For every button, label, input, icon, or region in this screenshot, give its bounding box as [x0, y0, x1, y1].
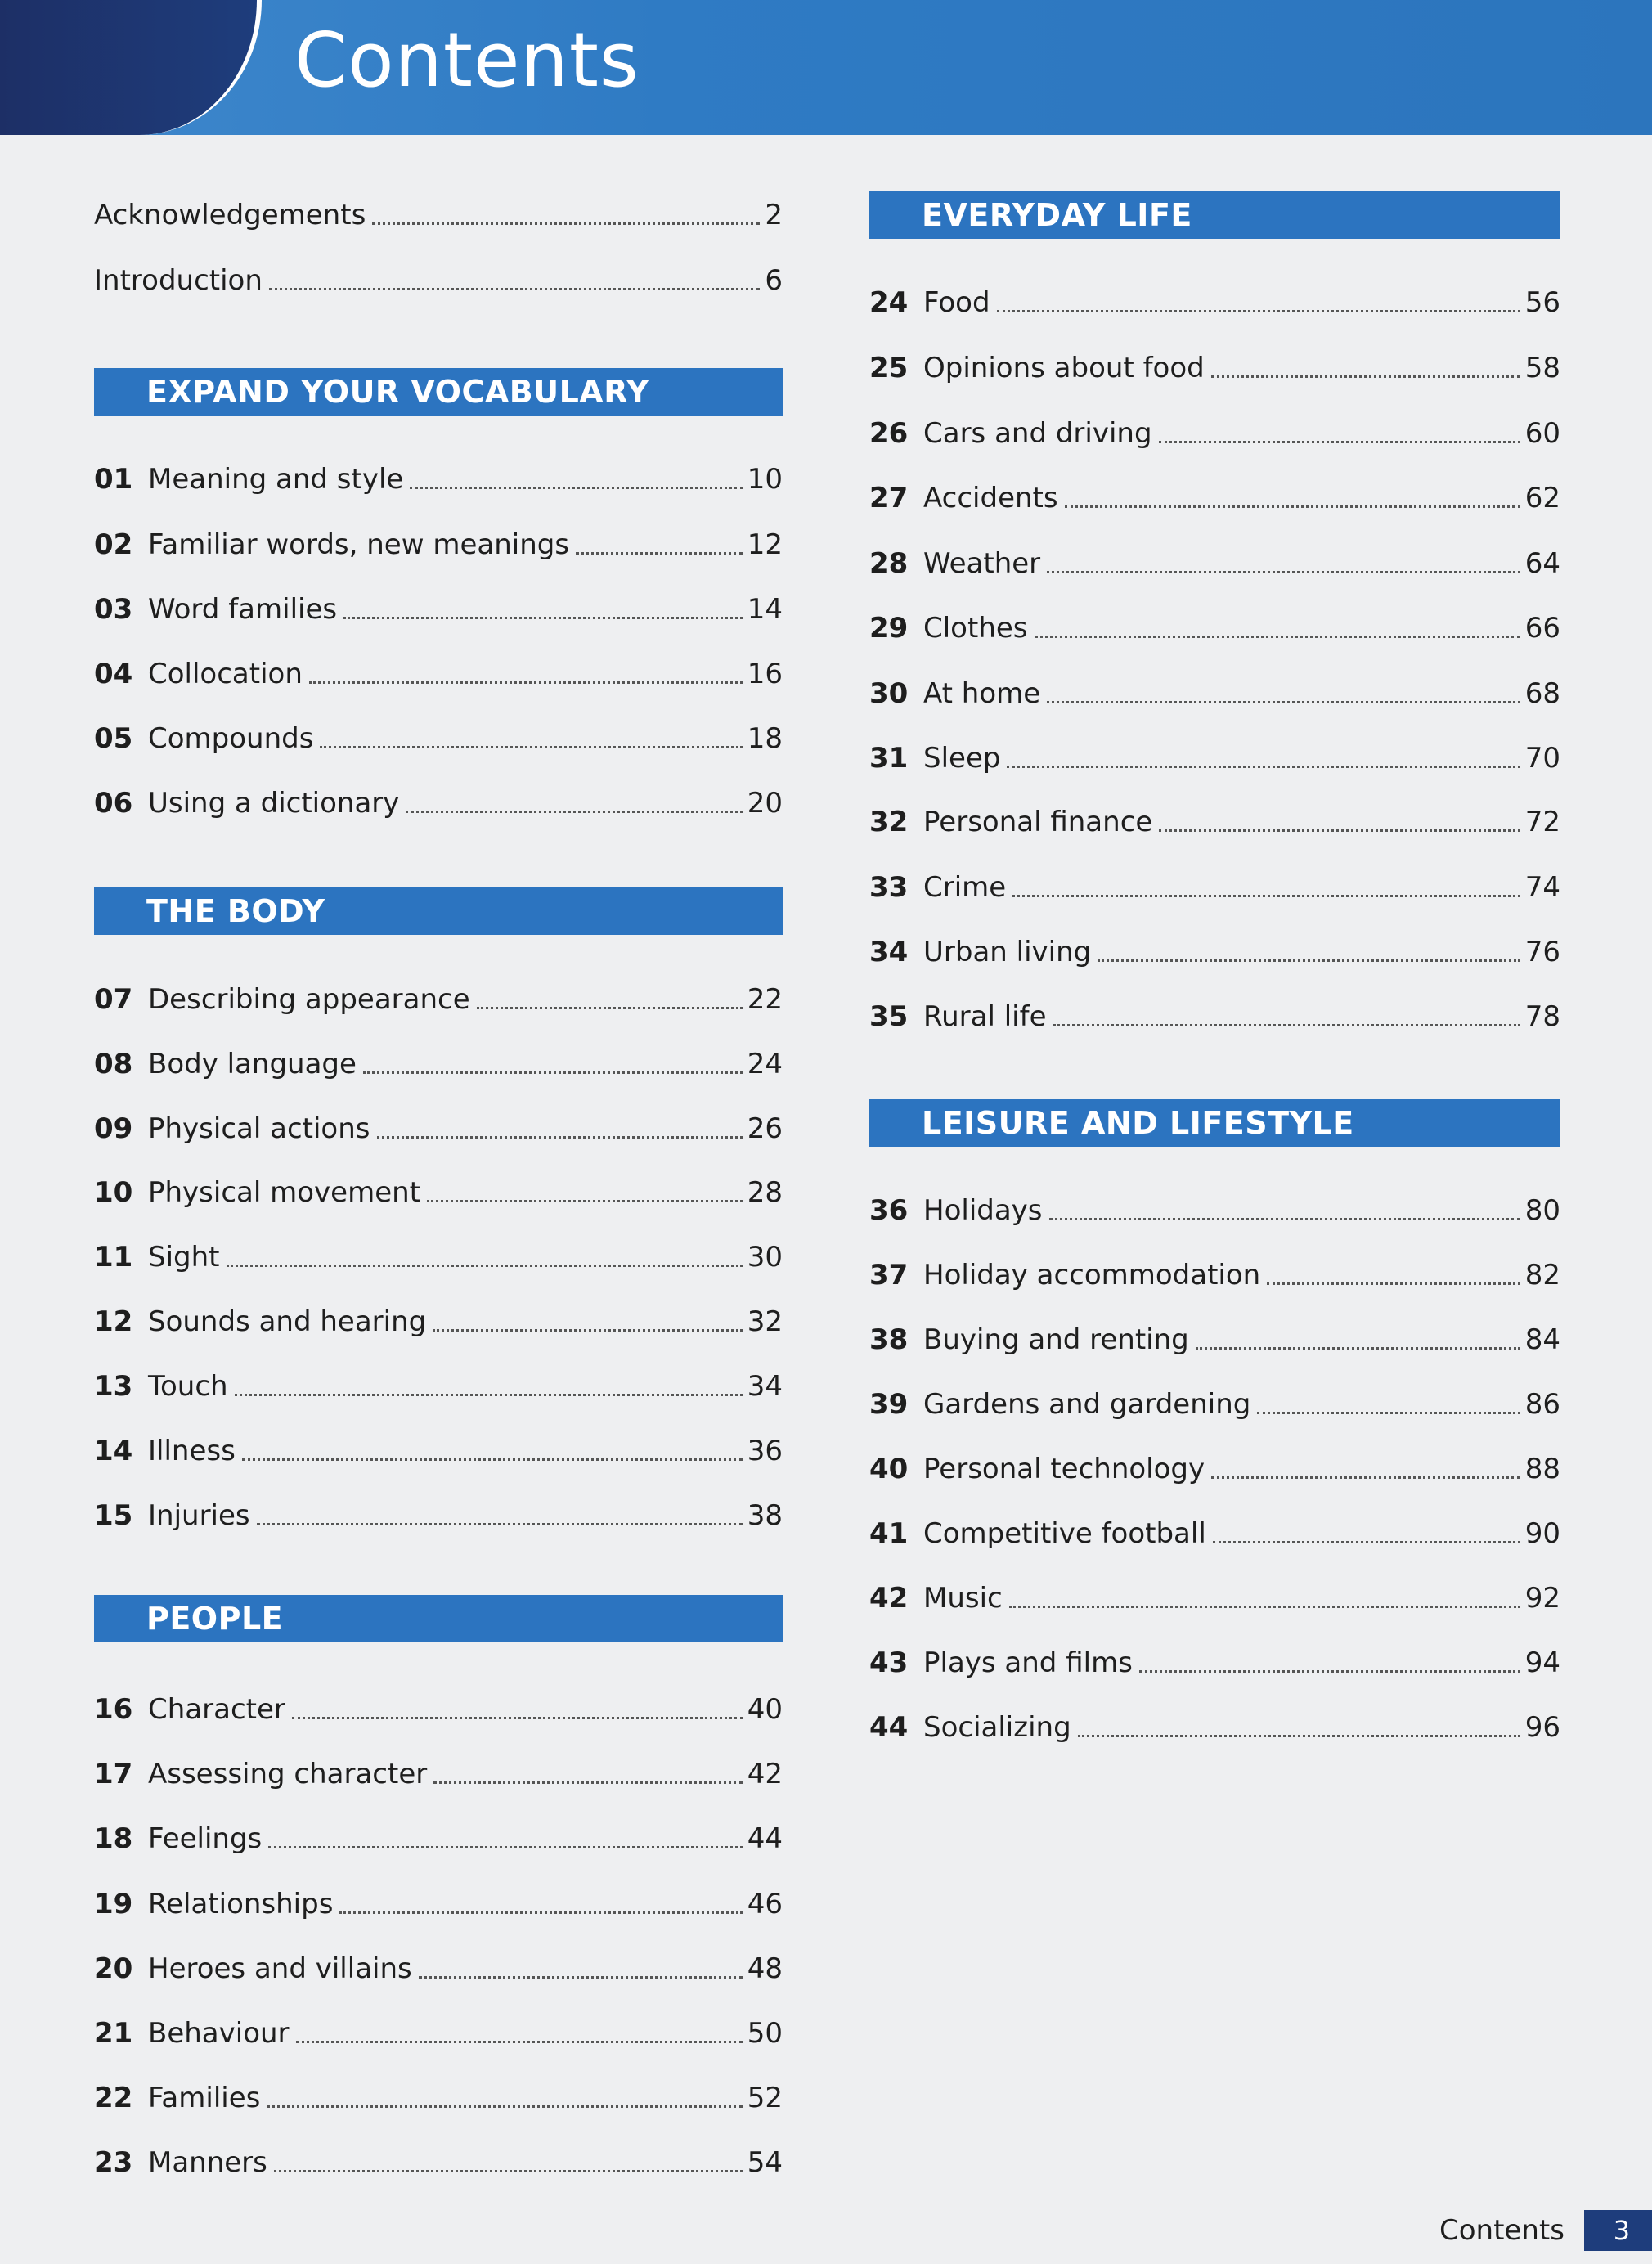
- entry-page: 56: [1524, 286, 1560, 319]
- entry-page: 40: [747, 1693, 783, 1726]
- entry-title: Cars and driving: [923, 417, 1152, 450]
- entry-title: Opinions about food: [923, 352, 1205, 384]
- dot-leader: [1053, 1023, 1520, 1026]
- toc-entry-acknowledgements[interactable]: [94, 191, 783, 231]
- unit-number: 06: [94, 787, 133, 820]
- toc-entry[interactable]: [869, 992, 1560, 1033]
- footer-label: Contents: [1439, 2214, 1564, 2247]
- toc-entry[interactable]: [869, 669, 1560, 710]
- unit-number: 15: [94, 1499, 133, 1532]
- entry-page: 46: [747, 1888, 783, 1920]
- entry-title: Using a dictionary: [148, 787, 400, 820]
- section-header-the-body: THE BODY: [94, 887, 783, 935]
- dot-leader: [406, 810, 742, 813]
- dot-leader: [576, 551, 743, 555]
- entry-title: Relationships: [148, 1888, 334, 1920]
- entry-title: Urban living: [923, 936, 1092, 968]
- toc-entry[interactable]: [869, 928, 1560, 968]
- entry-title: Compounds: [148, 722, 314, 755]
- entry-page: 14: [747, 593, 783, 626]
- left-column: [94, 0, 783, 2208]
- entry-title: Introduction: [94, 264, 263, 297]
- unit-number: 36: [869, 1194, 909, 1227]
- dot-leader: [419, 1975, 743, 1979]
- dot-leader: [339, 1911, 742, 1914]
- entry-title: Feelings: [148, 1822, 263, 1855]
- unit-number: 44: [869, 1711, 909, 1744]
- unit-number: 26: [869, 417, 909, 450]
- entry-title: Assessing character: [148, 1758, 428, 1790]
- unit-number: 07: [94, 983, 133, 1016]
- entry-title: Physical movement: [148, 1176, 420, 1209]
- entry-title: Injuries: [148, 1499, 250, 1532]
- entry-title: Physical actions: [148, 1112, 370, 1145]
- entry-title: Body language: [148, 1048, 357, 1080]
- toc-entry[interactable]: [94, 1491, 783, 1532]
- entry-page: 42: [747, 1758, 783, 1790]
- unit-number: 01: [94, 463, 133, 496]
- entry-title: At home: [923, 677, 1041, 710]
- entry-page: 16: [747, 658, 783, 690]
- entry-title: Holidays: [923, 1194, 1043, 1227]
- entry-page: 80: [1524, 1194, 1560, 1227]
- entry-page: 72: [1524, 806, 1560, 838]
- entry-title: Familiar words, new meanings: [148, 528, 570, 561]
- dot-leader: [296, 2040, 743, 2043]
- entry-title: Describing appearance: [148, 983, 470, 1016]
- toc-entry[interactable]: [94, 779, 783, 820]
- toc-entry[interactable]: [94, 1944, 783, 1985]
- entry-page: 22: [747, 983, 783, 1016]
- dot-leader: [1139, 1669, 1520, 1673]
- page-number-badge: 3: [1584, 2210, 1652, 2251]
- entry-page: 32: [747, 1305, 783, 1338]
- entry-page: 86: [1524, 1388, 1560, 1421]
- entry-title: Collocation: [148, 658, 303, 690]
- unit-number: 18: [94, 1822, 133, 1855]
- unit-number: 42: [869, 1582, 909, 1615]
- unit-number: 14: [94, 1435, 133, 1467]
- entry-page: 90: [1524, 1517, 1560, 1550]
- toc-entry[interactable]: [869, 863, 1560, 904]
- toc-entry[interactable]: [94, 2009, 783, 2050]
- entry-page: 6: [765, 264, 783, 297]
- toc-entry[interactable]: [869, 409, 1560, 450]
- entry-page: 94: [1524, 1646, 1560, 1679]
- entry-title: Gardens and gardening: [923, 1388, 1251, 1421]
- unit-number: 32: [869, 806, 909, 838]
- dot-leader: [1065, 505, 1520, 508]
- dot-leader: [1035, 635, 1520, 638]
- entry-page: 54: [747, 2146, 783, 2179]
- dot-leader: [1098, 959, 1520, 962]
- toc-entry[interactable]: [94, 2138, 783, 2179]
- unit-number: 31: [869, 742, 909, 775]
- entry-title: Plays and films: [923, 1646, 1133, 1679]
- entry-title: Rural life: [923, 1000, 1047, 1033]
- entry-title: Accidents: [923, 482, 1058, 514]
- entry-page: 30: [747, 1241, 783, 1274]
- unit-number: 27: [869, 482, 909, 514]
- entry-page: 36: [747, 1435, 783, 1467]
- toc-entry[interactable]: [94, 2073, 783, 2114]
- entry-page: 74: [1524, 871, 1560, 904]
- entry-title: Word families: [148, 593, 338, 626]
- entry-title: Holiday accommodation: [923, 1259, 1261, 1291]
- toc-entry[interactable]: [94, 1104, 783, 1145]
- unit-number: 09: [94, 1112, 133, 1145]
- entry-page: 84: [1524, 1323, 1560, 1356]
- entry-title: Sight: [148, 1241, 220, 1274]
- unit-number: 03: [94, 593, 133, 626]
- unit-number: 30: [869, 677, 909, 710]
- entry-title: Touch: [148, 1370, 228, 1403]
- dot-leader: [433, 1781, 743, 1784]
- dot-leader: [1078, 1734, 1520, 1737]
- toc-entry[interactable]: [94, 1880, 783, 1920]
- entry-page: 44: [747, 1822, 783, 1855]
- section-header-people: PEOPLE: [94, 1595, 783, 1642]
- toc-entry[interactable]: [869, 344, 1560, 384]
- dot-leader: [372, 222, 760, 225]
- entry-title: Sleep: [923, 742, 1001, 775]
- dot-leader: [997, 309, 1520, 312]
- toc-entry[interactable]: [869, 539, 1560, 580]
- dot-leader: [1047, 700, 1520, 703]
- entry-page: 38: [747, 1499, 783, 1532]
- entry-page: 2: [765, 199, 783, 231]
- dot-leader: [363, 1071, 743, 1074]
- entry-page: 58: [1524, 352, 1560, 384]
- dot-leader: [267, 2105, 742, 2108]
- entry-page: 96: [1524, 1711, 1560, 1744]
- entry-title: Acknowledgements: [94, 199, 366, 231]
- toc-entry[interactable]: [869, 1638, 1560, 1679]
- right-column: [869, 0, 1560, 2208]
- toc-entry[interactable]: [869, 1703, 1560, 1744]
- entry-title: Clothes: [923, 612, 1028, 645]
- dot-leader: [1159, 829, 1520, 832]
- toc-entry[interactable]: [869, 1251, 1560, 1291]
- dot-leader: [1211, 1476, 1520, 1479]
- entry-page: 20: [747, 787, 783, 820]
- dot-leader: [1007, 765, 1520, 768]
- dot-leader: [242, 1458, 743, 1461]
- entry-title: Competitive football: [923, 1517, 1206, 1550]
- toc-entry[interactable]: [869, 604, 1560, 645]
- dot-leader: [227, 1264, 743, 1267]
- unit-number: 10: [94, 1176, 133, 1209]
- entry-page: 26: [747, 1112, 783, 1145]
- entry-title: Weather: [923, 547, 1041, 580]
- entry-page: 50: [747, 2017, 783, 2050]
- dot-leader: [269, 287, 760, 290]
- unit-number: 19: [94, 1888, 133, 1920]
- unit-number: 24: [869, 286, 909, 319]
- toc-entry[interactable]: [94, 455, 783, 496]
- entry-page: 24: [747, 1048, 783, 1080]
- unit-number: 41: [869, 1517, 909, 1550]
- dot-leader: [1049, 1217, 1520, 1220]
- toc-entry[interactable]: [869, 797, 1560, 838]
- toc-entry[interactable]: [94, 1426, 783, 1467]
- dot-leader: [1267, 1282, 1520, 1285]
- unit-number: 13: [94, 1370, 133, 1403]
- toc-entry[interactable]: [94, 1362, 783, 1403]
- dot-leader: [309, 681, 743, 684]
- toc-entry[interactable]: [869, 278, 1560, 319]
- toc-entry[interactable]: [94, 1040, 783, 1080]
- dot-leader: [268, 1845, 742, 1848]
- unit-number: 16: [94, 1693, 133, 1726]
- toc-entry-introduction[interactable]: [94, 256, 783, 297]
- section-header-expand-your-vocabulary: EXPAND YOUR VOCABULARY: [94, 368, 783, 416]
- entry-page: 12: [747, 528, 783, 561]
- dot-leader: [1257, 1411, 1520, 1414]
- dot-leader: [257, 1522, 743, 1525]
- toc-entry[interactable]: [94, 1233, 783, 1274]
- entry-page: 88: [1524, 1453, 1560, 1485]
- toc-entry[interactable]: [94, 1168, 783, 1209]
- unit-number: 37: [869, 1259, 909, 1291]
- entry-page: 76: [1524, 936, 1560, 968]
- toc-entry[interactable]: [869, 1186, 1560, 1227]
- toc-entry[interactable]: [869, 734, 1560, 775]
- unit-number: 40: [869, 1453, 909, 1485]
- unit-number: 33: [869, 871, 909, 904]
- dot-leader: [1009, 1605, 1520, 1608]
- unit-number: 17: [94, 1758, 133, 1790]
- dot-leader: [1047, 570, 1520, 573]
- entry-page: 62: [1524, 482, 1560, 514]
- dot-leader: [433, 1328, 743, 1332]
- toc-entry[interactable]: [94, 1685, 783, 1726]
- entry-title: Manners: [148, 2146, 267, 2179]
- unit-number: 02: [94, 528, 133, 561]
- dot-leader: [343, 616, 743, 619]
- entry-page: 68: [1524, 677, 1560, 710]
- dot-leader: [1213, 1540, 1520, 1543]
- toc-entry[interactable]: [869, 474, 1560, 514]
- page-footer: [1439, 2210, 1652, 2251]
- unit-number: 21: [94, 2017, 133, 2050]
- toc-entry[interactable]: [94, 1750, 783, 1790]
- unit-number: 05: [94, 722, 133, 755]
- dot-leader: [1196, 1346, 1520, 1350]
- unit-number: 28: [869, 547, 909, 580]
- entry-title: Character: [148, 1693, 285, 1726]
- entry-page: 92: [1524, 1582, 1560, 1615]
- unit-number: 23: [94, 2146, 133, 2179]
- dot-leader: [274, 2169, 743, 2172]
- entry-title: Food: [923, 286, 990, 319]
- unit-number: 25: [869, 352, 909, 384]
- dot-leader: [292, 1716, 743, 1719]
- toc-entry[interactable]: [869, 1509, 1560, 1550]
- unit-number: 39: [869, 1388, 909, 1421]
- section-header-everyday-life: EVERYDAY LIFE: [869, 191, 1560, 239]
- toc-entry[interactable]: [94, 975, 783, 1016]
- unit-number: 34: [869, 936, 909, 968]
- entry-page: 64: [1524, 547, 1560, 580]
- entry-page: 78: [1524, 1000, 1560, 1033]
- unit-number: 43: [869, 1646, 909, 1679]
- entry-page: 28: [747, 1176, 783, 1209]
- unit-number: 04: [94, 658, 133, 690]
- toc-entry[interactable]: [94, 1814, 783, 1855]
- entry-title: Illness: [148, 1435, 236, 1467]
- unit-number: 20: [94, 1952, 133, 1985]
- entry-title: Sounds and hearing: [148, 1305, 427, 1338]
- unit-number: 38: [869, 1323, 909, 1356]
- unit-number: 08: [94, 1048, 133, 1080]
- entry-title: Crime: [923, 871, 1007, 904]
- entry-title: Heroes and villains: [148, 1952, 412, 1985]
- toc-entry[interactable]: [94, 649, 783, 690]
- entry-title: Personal finance: [923, 806, 1153, 838]
- entry-title: Music: [923, 1582, 1003, 1615]
- dot-leader: [427, 1199, 743, 1202]
- dot-leader: [235, 1393, 743, 1396]
- dot-leader: [1159, 440, 1520, 443]
- unit-number: 35: [869, 1000, 909, 1033]
- dot-leader: [1012, 894, 1520, 897]
- entry-page: 18: [747, 722, 783, 755]
- unit-number: 29: [869, 612, 909, 645]
- unit-number: 22: [94, 2082, 133, 2114]
- toc-entry[interactable]: [94, 520, 783, 561]
- unit-number: 12: [94, 1305, 133, 1338]
- entry-title: Socializing: [923, 1711, 1071, 1744]
- entry-page: 82: [1524, 1259, 1560, 1291]
- entry-page: 60: [1524, 417, 1560, 450]
- dot-leader: [477, 1006, 743, 1009]
- toc-entry[interactable]: [869, 1380, 1560, 1421]
- page-title: Contents: [294, 16, 640, 104]
- entry-title: Behaviour: [148, 2017, 290, 2050]
- toc-entry[interactable]: [869, 1315, 1560, 1356]
- entry-title: Buying and renting: [923, 1323, 1189, 1356]
- toc-entry[interactable]: [94, 1297, 783, 1338]
- dot-leader: [1211, 375, 1520, 378]
- entry-page: 66: [1524, 612, 1560, 645]
- entry-page: 48: [747, 1952, 783, 1985]
- toc-entry[interactable]: [869, 1444, 1560, 1485]
- dot-leader: [410, 486, 742, 489]
- entry-title: Meaning and style: [148, 463, 404, 496]
- toc-entry[interactable]: [869, 1574, 1560, 1615]
- dot-leader: [377, 1135, 743, 1139]
- toc-entry[interactable]: [94, 714, 783, 755]
- section-header-leisure-and-lifestyle: LEISURE AND LIFESTYLE: [869, 1099, 1560, 1147]
- entry-title: Families: [148, 2082, 261, 2114]
- entry-page: 10: [747, 463, 783, 496]
- unit-number: 11: [94, 1241, 133, 1274]
- toc-entry[interactable]: [94, 585, 783, 626]
- entry-page: 70: [1524, 742, 1560, 775]
- entry-page: 52: [747, 2082, 783, 2114]
- entry-title: Personal technology: [923, 1453, 1205, 1485]
- dot-leader: [320, 745, 742, 748]
- entry-page: 34: [747, 1370, 783, 1403]
